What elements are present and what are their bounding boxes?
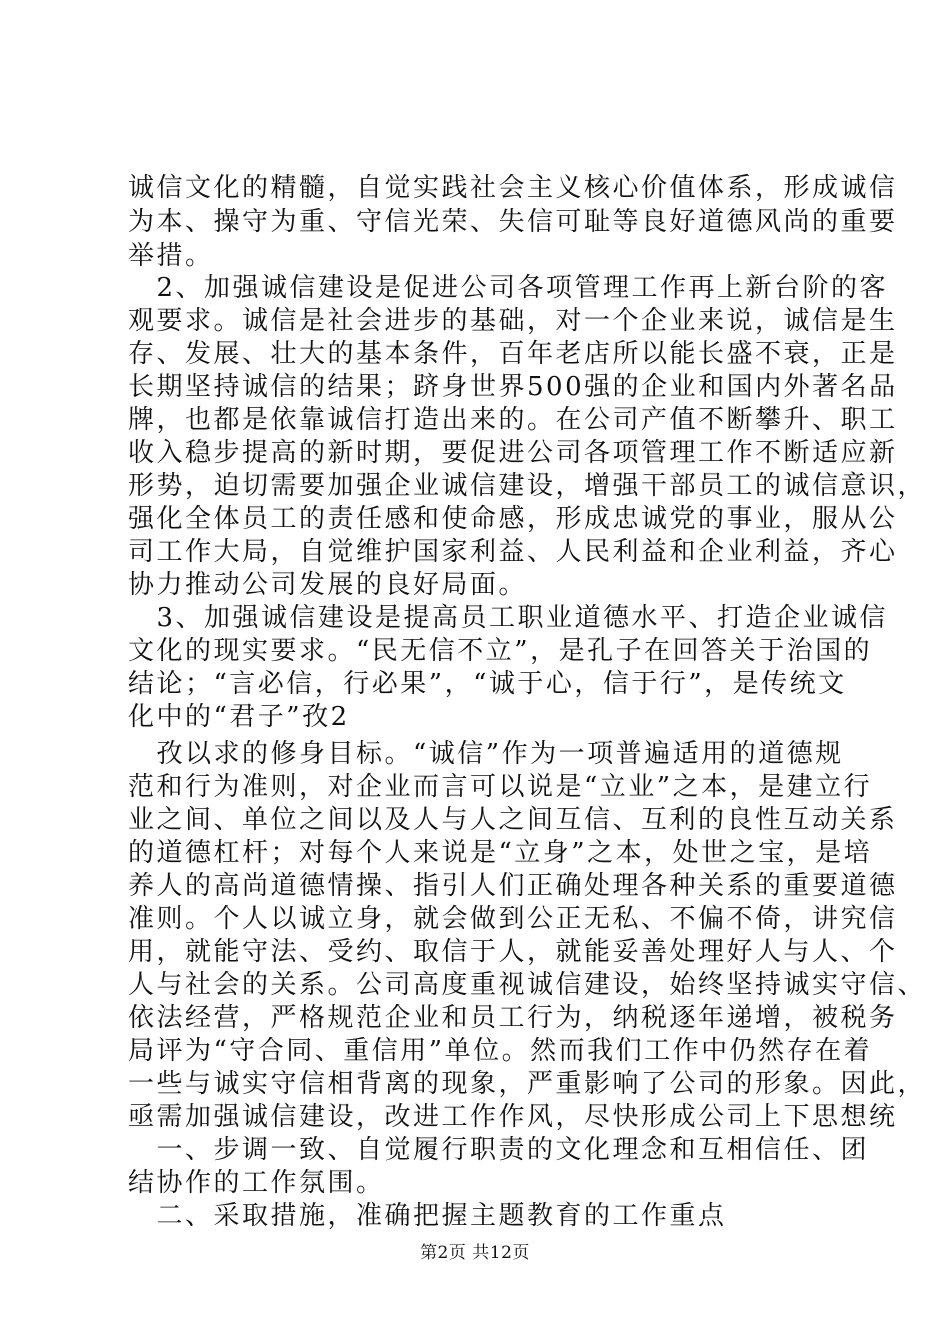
text-line: 养人的高尚道德情操、指引人们正确处理各种关系的重要道德 <box>128 871 898 901</box>
text-line: 长期坚持诚信的结果；跻身世界500强的企业和国内外著名品 <box>128 372 898 402</box>
text-line: 2、加强诚信建设是促进公司各项管理工作再上新台阶的客 <box>128 273 889 303</box>
text-line: 局评为“守合同、重信用”单位。然而我们工作中仍然存在着 <box>128 1036 873 1066</box>
text-line: 用，就能守法、受约、取信于人，就能妥善处理好人与人、个 <box>128 937 898 967</box>
text-line: 存、发展、壮大的基本条件，百年老店所以能长盛不衰，正是 <box>128 339 898 369</box>
text-line: 二、采取措施，准确把握主题教育的工作重点 <box>128 1201 727 1231</box>
text-line: 观要求。诚信是社会进步的基础，对一个企业来说，诚信是生 <box>128 306 898 336</box>
text-line: 举措。 <box>128 241 214 271</box>
text-line: 范和行为准则，对企业而言可以说是“立业”之本，是建立行 <box>128 772 873 802</box>
text-line: 形势，迫切需要加强企业诚信建设，增强干部员工的诚信意识， <box>128 471 927 501</box>
page-number-footer: 第2页 共12页 <box>420 1243 530 1263</box>
text-line: 一、步调一致、自觉履行职责的文化理念和互相信任、团 <box>128 1135 870 1165</box>
text-line: 收入稳步提高的新时期，要促进公司各项管理工作不断适应新 <box>128 438 898 468</box>
text-line: 为本、操守为重、守信光荣、失信可耻等良好道德风尚的重要 <box>128 207 898 237</box>
text-line: 一些与诚实守信相背离的现象，严重影响了公司的形象。因此， <box>128 1069 927 1099</box>
text-line: 3、加强诚信建设是提高员工职业道德水平、打造企业诚信 <box>128 603 889 633</box>
text-line: 人与社会的关系。公司高度重视诚信建设，始终坚持诚实守信、 <box>128 970 927 1000</box>
text-line: 牌，也都是依靠诚信打造出来的。在公司产值不断攀升、职工 <box>128 405 898 435</box>
text-line: 强化全体员工的责任感和使命感，形成忠诚党的事业，服从公 <box>128 504 898 534</box>
text-line: 业之间、单位之间以及人与人之间互信、互利的良性互动关系 <box>128 805 898 835</box>
text-line: 亟需加强诚信建设，改进工作作风，尽快形成公司上下思想统 <box>128 1102 898 1132</box>
text-line: 文化的现实要求。“民无信不立”，是孔子在回答关于治国的 <box>128 636 873 666</box>
text-line: 的道德杠杆；对每个人来说是“立身”之本，处世之宝，是培 <box>128 838 873 868</box>
text-line: 依法经营，严格规范企业和员工行为，纳税逐年递增，被税务 <box>128 1003 898 1033</box>
text-line: 化中的“君子”孜2 <box>128 702 350 732</box>
text-line: 结协作的工作氛围。 <box>128 1168 385 1198</box>
text-line: 准则。个人以诚立身，就会做到公正无私、不偏不倚，讲究信 <box>128 904 898 934</box>
text-line: 孜以求的修身目标。“诚信”作为一项普遍适用的道德规 <box>128 739 844 769</box>
text-line: 结论；“言必信，行必果”，“诚于心，信于行”，是传统文 <box>128 669 847 699</box>
text-line: 司工作大局，自觉维护国家利益、人民利益和企业利益，齐心 <box>128 537 898 567</box>
text-line: 协力推动公司发展的良好局面。 <box>128 570 528 600</box>
text-line: 诚信文化的精髓，自觉实践社会主义核心价值体系，形成诚信 <box>128 173 898 203</box>
